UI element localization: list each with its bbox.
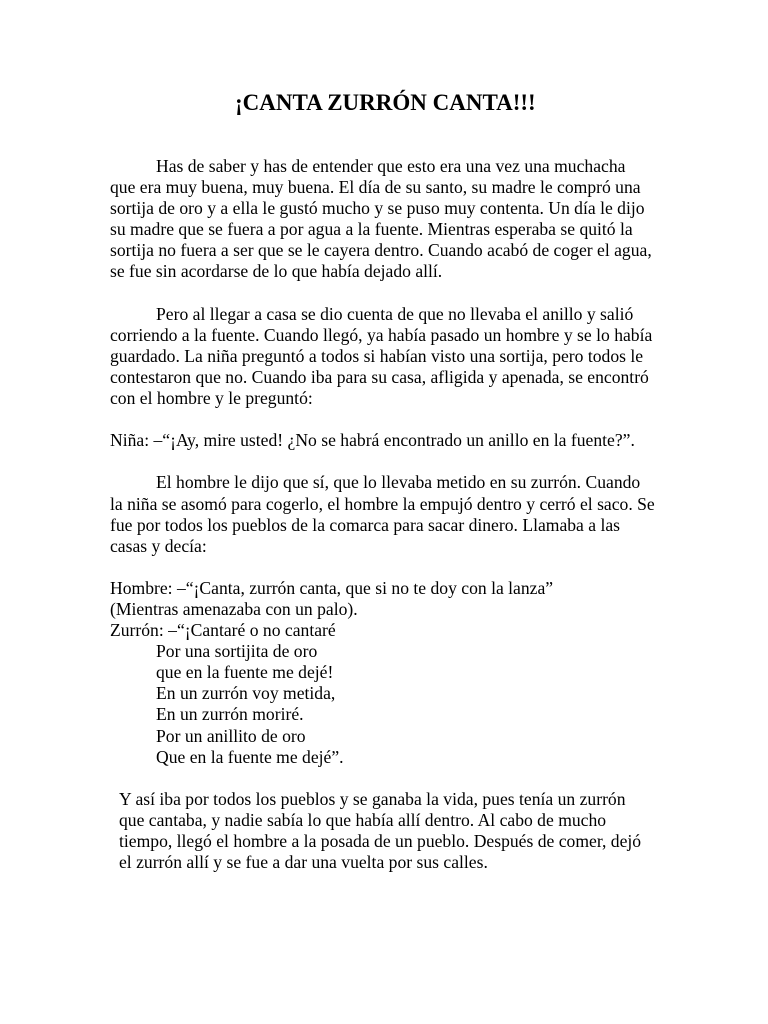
- paragraph-2: Pero al llegar a casa se dio cuenta de que no llevaba el anillo y salió corriendo a la fuente. Cuando llegó, ya había pasado un hombre y se lo había guardado. La niña preguntó a todos si habían visto una sortija, pero todos le contestaron que no. Cuando iba para su casa, afligida y apenada, se encontró con el hombre y le preguntó:: [110, 303, 653, 409]
- story-body: [110, 156, 655, 894]
- hombre-line: Hombre: –“¡Canta, zurrón canta, que si no te doy con la lanza”: [110, 577, 554, 598]
- closing-paragraph: [110, 789, 655, 873]
- paragraph-nina-question: Niña: –“¡Ay, mire usted! ¿No se habrá encontrado un anillo en la fuente?”.: [110, 430, 635, 451]
- dialogue-block: [110, 578, 655, 768]
- paragraph-3: El hombre le dijo que sí, que lo llevaba metido en su zurrón. Cuando la niña se asomó para cogerlo, el hombre la empujó dentro y cerró el saco. Se fue por todos los pueblos de la comarca para sacar dinero. Llamaba a las casas y decía:: [110, 472, 655, 556]
- zurron-line: Zurrón: –“¡Cantaré o no cantaré: [110, 620, 336, 641]
- verse-line: Por un anillito de oro: [156, 725, 306, 746]
- verse-line: Por una sortijita de oro: [156, 641, 318, 662]
- verse-line: En un zurrón moriré.: [156, 704, 304, 725]
- closing-paragraph-text: Y así iba por todos los pueblos y se ganaba la vida, pues tenía un zurrón que cantaba, y nadie sabía lo que había allí dentro. Al cabo de mucho tiempo, llegó el hombre a la posada de un pueblo. Después de comer, dejó el zurrón allí y se fue a dar una vuelta por sus calles.: [119, 788, 642, 873]
- verse-line: En un zurrón voy metida,: [156, 683, 336, 704]
- verse-line: que en la fuente me dejé!: [156, 662, 334, 683]
- story-title: ¡CANTA ZURRÓN CANTA!!!: [235, 90, 536, 115]
- paragraph-1: Has de saber y has de entender que esto era una vez una muchacha que era muy buena, muy buena. El día de su santo, su madre le compró una sortija de oro y a ella le gustó mucho y se puso muy contenta. Un día le dijo su madre que se fuera a por agua a la fuente. Mientras esperaba se quitó la sortija no fuera a ser que se le cayera dentro. Cuando acabó de coger el agua, se fue sin acordarse de lo que había dejado allí.: [110, 156, 652, 282]
- verse-line: Que en la fuente me dejé”.: [156, 746, 344, 767]
- stage-direction: (Mientras amenazaba con un palo).: [110, 598, 358, 619]
